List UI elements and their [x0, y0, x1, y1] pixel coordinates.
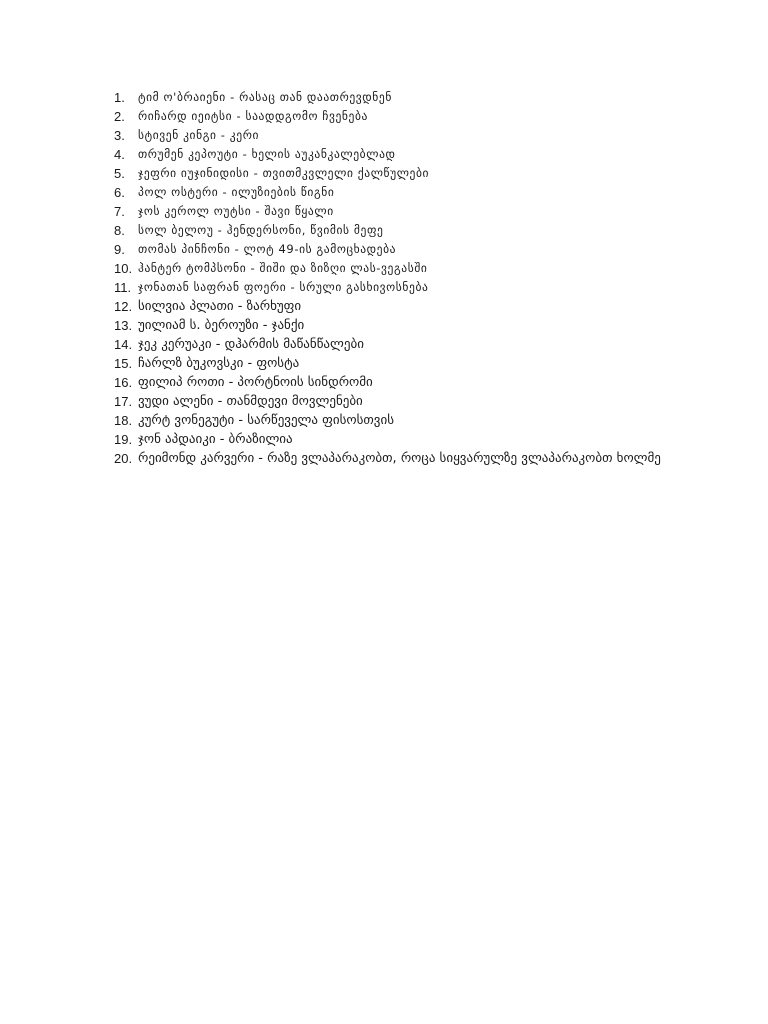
list-item-number: 4. — [114, 147, 125, 162]
list-item — [114, 88, 674, 107]
list-item — [114, 411, 674, 430]
list-item-text: სოლ ბელოუ - ჰენდერსონი, წვიმის მეფე — [138, 223, 384, 237]
list-item-number: 13. — [114, 318, 133, 333]
list-item-text: ჯონათან საფრან ფოერი - სრული გასხივოსნება — [138, 280, 429, 294]
list-item — [114, 183, 674, 202]
list-item-text: სილვია პლათი - ზარხუფი — [138, 299, 302, 314]
list-item-text: უილიამ ს. ბეროუზი - ჯანქი — [138, 318, 305, 333]
list-item-number: 15. — [114, 356, 133, 371]
list-item-number: 2. — [114, 109, 125, 124]
list-item — [114, 221, 674, 240]
list-item-number: 5. — [114, 166, 125, 181]
list-item-number: 18. — [114, 413, 133, 428]
list-item-text: სტივენ კინგი - კერი — [138, 128, 260, 142]
list-item — [114, 145, 674, 164]
list-item-number: 7. — [114, 204, 125, 219]
list-item-text: ჯეფრი იუჯინიდისი - თვითმკვლელი ქალწულები — [138, 166, 430, 180]
list-item-text: პოლ ოსტერი - ილუზიების წიგნი — [138, 185, 335, 199]
list-item — [114, 449, 674, 468]
list-item-text: კურტ ვონეგუტი - სარწეველა ფისოსთვის — [138, 413, 394, 428]
list-item-text: ჯოს კეროლ ოუტსი - შავი წყალი — [138, 204, 334, 218]
list-item — [114, 335, 674, 354]
list-item-text: ჩარლზ ბუკოვსკი - ფოსტა — [138, 356, 300, 371]
list-item — [114, 392, 674, 411]
list-item-text: ჰანტერ ტომპსონი - შიში და ზიზღი ლას-ვეგასში — [138, 261, 428, 275]
list-item-text: ფილიპ როთი - პორტნოის სინდრომი — [138, 375, 373, 390]
list-item-number: 17. — [114, 394, 133, 409]
list-item-number: 1. — [114, 90, 125, 105]
list-item-text: თომას პინჩონი - ლოტ 49-ის გამოცხადება — [138, 242, 397, 256]
list-item — [114, 373, 674, 392]
list-item-text: ჯონ აპდაიკი - ბრაზილია — [138, 432, 293, 447]
list-item — [114, 126, 674, 145]
list-item-number: 8. — [114, 223, 125, 238]
list-item-number: 20. — [114, 451, 133, 466]
list-item — [114, 430, 674, 449]
list-item — [114, 107, 674, 126]
list-item-number: 11. — [114, 280, 132, 295]
list-item-number: 14. — [114, 337, 133, 352]
list-item-number: 3. — [114, 128, 125, 143]
list-item — [114, 259, 674, 278]
list-item — [114, 297, 674, 316]
list-item — [114, 316, 674, 335]
list-item — [114, 278, 674, 297]
list-item — [114, 354, 674, 373]
list-item — [114, 164, 674, 183]
list-item-text: თრუმენ კეპოუტი - ხელის აუკანკალებლად — [138, 147, 396, 161]
list-item-text: ვუდი ალენი - თანმდევი მოვლენები — [138, 394, 363, 409]
list-item-number: 16. — [114, 375, 133, 390]
list-item-text: რიჩარდ იეიტსი - საადდგომო ჩვენება — [138, 109, 368, 123]
list-item-text: ტიმ ო'ბრაიენი - რასაც თან დაათრევდნენ — [138, 90, 392, 104]
list-item-text: ჯეკ კერუაკი - დჰარმის მაწანწალები — [138, 337, 364, 352]
list-item-text: რეიმონდ კარვერი - რაზე ვლაპარაკობთ, როცა სიყვარულზე ვლაპარაკობთ ხოლმე — [138, 451, 661, 466]
list-item — [114, 240, 674, 259]
book-list — [114, 88, 674, 468]
list-item-number: 6. — [114, 185, 125, 200]
list-item — [114, 202, 674, 221]
list-item-number: 12. — [114, 299, 133, 314]
list-item-number: 10. — [114, 261, 133, 276]
list-item-number: 19. — [114, 432, 133, 447]
list-item-number: 9. — [114, 242, 125, 257]
